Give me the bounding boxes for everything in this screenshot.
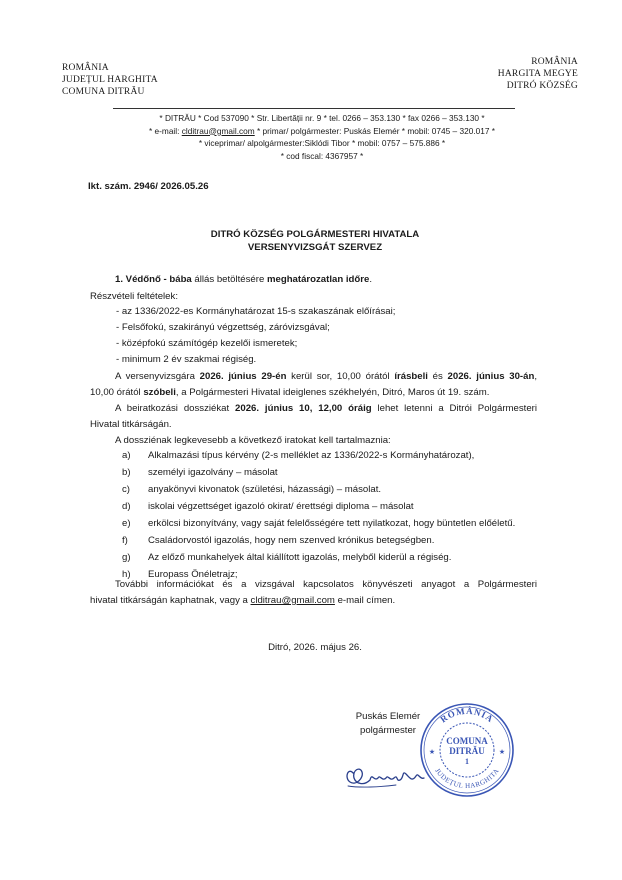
document-title (90, 228, 540, 254)
position-mid: állás betöltésére (191, 274, 267, 285)
registration-number: Ikt. szám. 2946/ 2026.05.26 (88, 181, 209, 192)
deadline-line-1 (90, 402, 537, 415)
header-right-county: HARGITA MEGYE (497, 69, 578, 79)
exam-written: írásbeli (394, 371, 428, 382)
exam-text: 10,00 órától (90, 387, 144, 398)
contact-line-email (62, 125, 582, 138)
document-item-letter: d) (122, 501, 131, 512)
exam-text: kerül sor, 10,00 órától (286, 371, 395, 382)
exam-oral: szóbeli (143, 387, 176, 398)
exam-line-2 (90, 386, 537, 399)
info-text: e-mail címen. (334, 595, 396, 606)
requirement-item: - minimum 2 év szakmai régiség. (116, 354, 257, 365)
exam-date-oral: 2026. június 30-án (447, 371, 535, 382)
title-line-1: DITRÓ KÖZSÉG POLGÁRMESTERI HIVATALA (210, 229, 420, 240)
document-item: Családorvostól igazolás, hogy nem szenved krónikus betegségben. (148, 535, 435, 546)
document-item: Az előző munkahelyek által kiállított igazolás, melyből kiderül a régiség. (148, 552, 452, 563)
document-item-letter: g) (122, 552, 131, 563)
document-item-letter: f) (122, 535, 128, 546)
contact-block (62, 112, 582, 162)
header-left-country: ROMÂNIA (62, 63, 109, 73)
document-item: személyi igazolvány – másolat (148, 467, 278, 478)
header-right-country: ROMÂNIA (531, 57, 578, 67)
requirement-item: - középfokú számítógép kezelői ismeretek; (116, 338, 298, 349)
stamp-bottom-text: JUDEȚUL HARGHITA (433, 766, 501, 791)
signatory-role: polgármester (360, 725, 416, 736)
position-end: . (369, 274, 372, 285)
requirements-heading: Részvételi feltételek: (90, 291, 178, 302)
official-stamp (417, 700, 517, 800)
exam-date-written: 2026. június 29-én (199, 371, 287, 382)
exam-text: A versenyvizsgára (115, 371, 200, 382)
stamp-top-text: ROMÂNIA (438, 705, 496, 725)
header-right-commune: DITRÓ KÖZSÉG (506, 81, 578, 91)
stamp-center-line-2: DITRĂU (449, 746, 485, 756)
documents-intro: A dossziénak legkevesebb a következő iratokat kell tartalmaznia: (115, 435, 391, 446)
document-date: Ditró, 2026. május 26. (268, 642, 362, 653)
title-line-2: VERSENYVIZSGÁT SZERVEZ (247, 242, 383, 253)
stamp-number: 1 (465, 757, 469, 766)
position-duration: meghatározatlan időre (266, 274, 370, 285)
stamp-center-line-1: COMUNA (446, 736, 488, 746)
contact-line-fiscal: * cod fiscal: 4367957 * (280, 150, 364, 161)
document-item-letter: h) (122, 569, 131, 580)
stamp-star-left-icon: ★ (428, 749, 436, 756)
position-title: 1. Védőnő - bába (115, 274, 192, 285)
exam-location: , a Polgármesteri Hivatal ideiglenes székhelyén, Ditró, Maros út 19. szám. (175, 387, 490, 398)
document-item: iskolai végzettséget igazoló okirat/ érettségi diploma – másolat (148, 501, 414, 512)
document-item: anyakönyvi kivonatok (születési, házassági) – másolat. (148, 484, 382, 495)
contact-line-vicemayor: * viceprimar/ alpolgármester:Siklódi Tibor * mobil: 0757 – 575.886 * (198, 138, 446, 148)
header-left-commune: COMUNA DITRĂU (62, 87, 145, 97)
signatory-name: Puskás Elemér (355, 711, 421, 722)
info-email-link[interactable]: clditrau@gmail.com (250, 595, 335, 606)
document-item-letter: b) (122, 467, 131, 478)
document-item-letter: c) (122, 484, 130, 495)
stamp-star-right-icon: ★ (498, 749, 506, 756)
document-item: Alkalmazási típus kérvény (2-s melléklet az 1336/2022-s Kormányhatározat), (148, 450, 475, 461)
contact-mayor: * primar/ polgármester: Puskás Elemér * mobil: 0745 – 320.017 * (254, 125, 495, 136)
requirement-item: - Felsőfokú, szakirányú végzettség, záróvizsgával; (116, 322, 330, 333)
header-left (62, 62, 158, 98)
svg-text:JUDEȚUL HARGHITA (433, 767, 501, 790)
header-right (498, 56, 578, 92)
deadline-text: lehet letenni a Ditrói Polgármesteri (371, 403, 537, 414)
requirement-item: - az 1336/2022-es Kormányhatározat 15-s szakaszának előírásai; (116, 306, 396, 317)
exam-line-1 (90, 370, 537, 383)
document-item-letter: e) (122, 518, 131, 529)
contact-email-prefix: * e-mail: (149, 125, 182, 136)
exam-text: , (534, 371, 537, 382)
header-left-county: JUDEȚUL HARGHITA (62, 75, 158, 85)
info-line-1: További információkat és a vizsgával kapcsolatos könyvészeti anyagot a Polgármesteri (115, 579, 537, 590)
header-divider (113, 108, 515, 109)
deadline-line-2: Hivatal titkárságán. (90, 419, 172, 430)
info-text: hivatal titkárságán kaphatnak, vagy a (90, 595, 251, 606)
contact-line-address: * DITRĂU * Cod 537090 * Str. Libertății nr. 9 * tel. 0266 – 353.130 * fax 0266 – 353.130 * (159, 113, 485, 123)
position-line (90, 273, 537, 286)
deadline-date: 2026. június 10, 12,00 óráig (235, 403, 372, 414)
document-item: erkölcsi bizonyítvány, vagy saját felelősségére tett nyilatkozat, hogy büntetlen előéletű. (148, 518, 516, 529)
deadline-text: A beiratkozási dossziékat (115, 403, 236, 414)
contact-email-link[interactable]: clditrau@gmail.com (181, 125, 255, 136)
info-line-2 (90, 594, 537, 607)
document-item-letter: a) (122, 450, 131, 461)
exam-text: és (427, 371, 448, 382)
document-item: Europass Önéletrajz; (148, 569, 238, 580)
